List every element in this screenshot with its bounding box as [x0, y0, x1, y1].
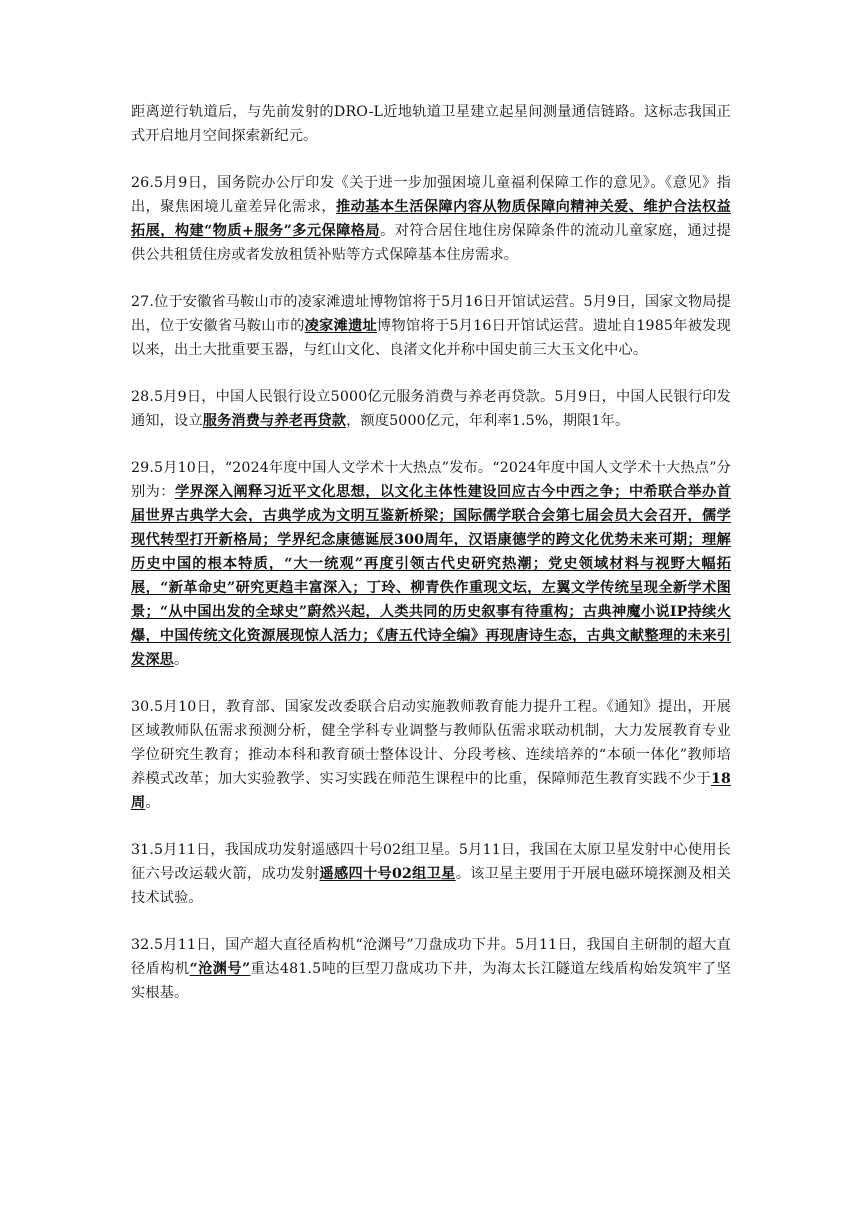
- paragraph-27: [131, 290, 731, 362]
- paragraph-28: [131, 385, 731, 433]
- text-run: 博物馆将于5月16日开馆试运营。遗址自1985年被发现以来，出土大批重要玉器，与红山文化、良渚文化并称中国史前三大玉文化中心。: [131, 318, 731, 358]
- text-run: 27.位于安徽省马鞍山市的凌家滩遗址博物馆将于5月16日开馆试运营。5月9日，国家文物局提出，位于安徽省马鞍山市的: [131, 294, 731, 334]
- paragraph-31: [131, 838, 731, 910]
- paragraph-26: [131, 171, 731, 267]
- highlighted-key-point: 学界深入阐释习近平文化思想，以文化主体性建设回应古今中西之争；中希联合举办首届世界古典学大会，古典学成为文明互鉴新桥梁；国际儒学联合会第七届会员大会召开，儒学现代转型打开新格局；学界纪念康德诞辰300周年，汉语康德学的跨文化优势未来可期；理解历史中国的根本特质，“大一统观”再度引领古代史研究热潮；党史领域材料与视野大幅拓展，“新革命史”研究更趋丰富深入；丁玲、柳青佚作重现文坛，左翼文学传统呈现全新学术图景；“从中国出发的全球史”蔚然兴起，人类共同的历史叙事有待重构；古典神魔小说IP持续火爆，中国传统文化资源展现惊人活力；《唐五代诗全编》再现唐诗生态，古典文献整理的未来引发深思: [131, 484, 732, 668]
- text-run: 。: [174, 652, 189, 668]
- text-run: 26.5月9日，国务院办公厅印发《关于进一步加强困境儿童福利保障工作的意见》。《意见》指出，聚焦困境儿童差异化需求，: [131, 175, 731, 215]
- highlighted-key-point: 18周: [131, 771, 731, 811]
- text-run: 重达481.5吨的巨型刀盘成功下井，为海太长江隧道左线盾构始发筑牢了坚实根基。: [131, 961, 731, 1001]
- text-run: 28.5月9日，中国人民银行设立5000亿元服务消费与养老再贷款。5月9日，中国人民银行印发通知，设立: [131, 389, 731, 429]
- text-run: 32.5月11日，国产超大直径盾构机“沧渊号”刀盘成功下井。5月11日，我国自主研制的超大直径盾构机: [131, 937, 731, 977]
- text-run: 30.5月10日，教育部、国家发改委联合启动实施教师教育能力提升工程。《通知》提出，开展区域教师队伍需求预测分析，健全学科专业调整与教师队伍需求联动机制，大力发展教育专业学位研究生教育；推动本科和教育硕士整体设计、分段考核、连续培养的“本硕一体化”教师培养模式改革；加大实验教学、实习实践在师范生课程中的比重，保障师范生教育实践不少于: [131, 699, 731, 787]
- highlighted-key-point: “沧渊号”: [189, 961, 251, 977]
- paragraph-29: [131, 456, 731, 672]
- highlighted-key-point: 服务消费与养老再贷款: [202, 413, 347, 429]
- text-run: 。: [145, 795, 160, 811]
- text-run: ，额度5000亿元，年利率1.5%，期限1年。: [346, 413, 630, 429]
- paragraph-32: [131, 933, 731, 1005]
- paragraph-30: [131, 695, 731, 815]
- text-run: 距离逆行轨道后，与先前发射的DRO-L近地轨道卫星建立起星间测量通信链路。这标志我国正式开启地月空间探索新纪元。: [131, 104, 731, 144]
- text-run: 29.5月10日，“2024年度中国人文学术十大热点”发布。“2024年度中国人文学术十大热点”分别为：: [131, 460, 731, 500]
- highlighted-key-point: 推动基本生活保障内容从物质保障向精神关爱、维护合法权益拓展，构建“物质+服务”多元保障格局: [131, 199, 731, 239]
- text-run: 。对符合居住地住房保障条件的流动儿童家庭，通过提供公共租赁住房或者发放租赁补贴等方式保障基本住房需求。: [131, 223, 731, 263]
- text-run: 31.5月11日，我国成功发射遥感四十号02组卫星。5月11日，我国在太原卫星发射中心使用长征六号改运载火箭，成功发射: [131, 842, 731, 882]
- document-body: [131, 100, 731, 1028]
- highlighted-key-point: 凌家滩遗址: [304, 318, 378, 334]
- paragraph-25-continued: [131, 100, 731, 148]
- highlighted-key-point: 遥感四十号02组卫星: [319, 866, 456, 882]
- text-run: 。该卫星主要用于开展电磁环境探测及相关技术试验。: [131, 866, 731, 906]
